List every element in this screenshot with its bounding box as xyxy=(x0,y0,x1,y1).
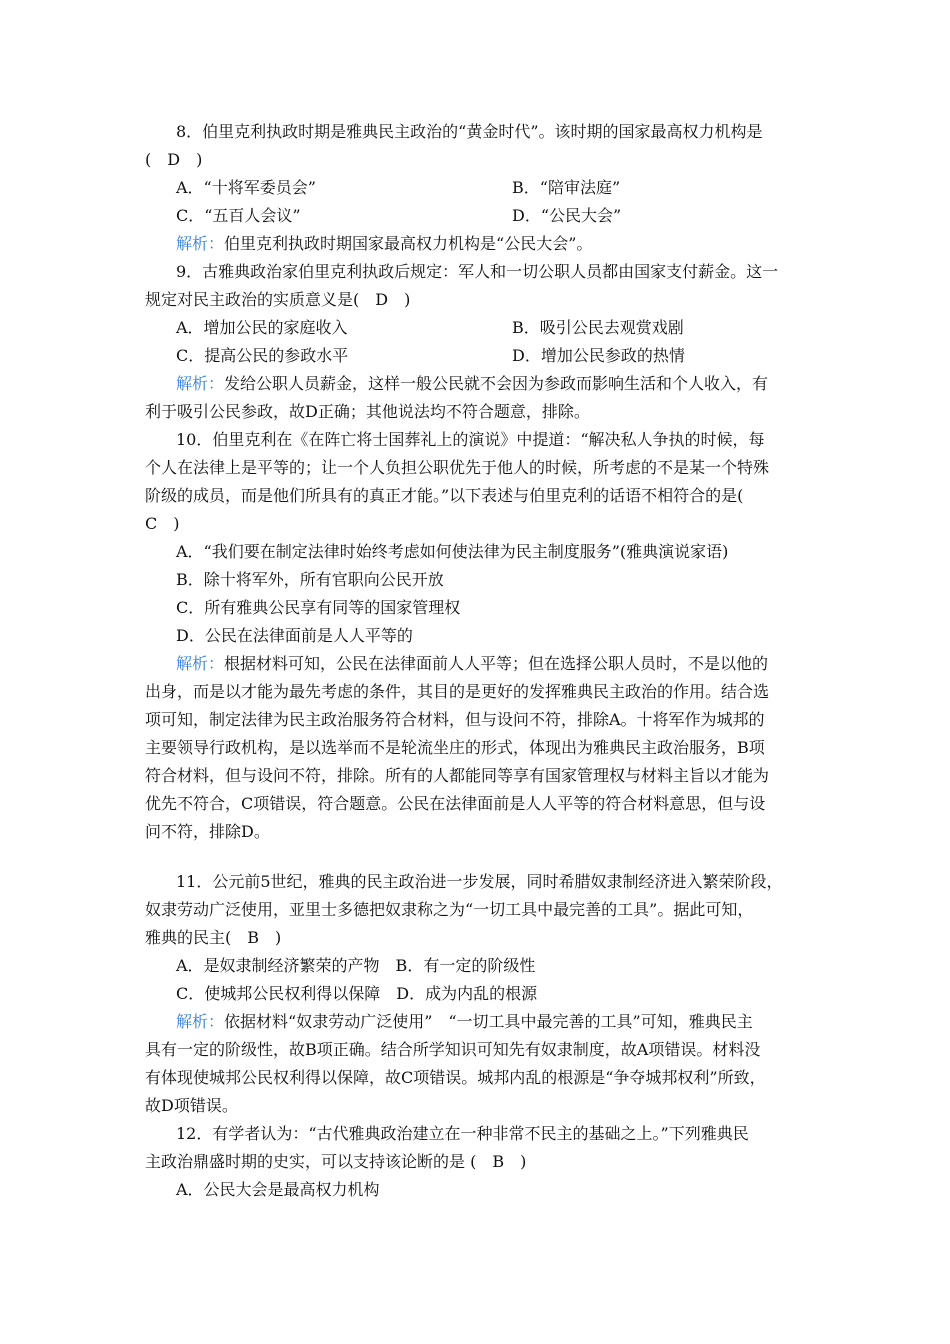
q10-option-b: B．除十将军外，所有官职向公民开放 xyxy=(176,570,444,589)
q9-option-a: A．增加公民的家庭收入 xyxy=(176,318,348,337)
q8-option-b: B．“陪审法庭” xyxy=(512,178,621,197)
q11-options-line-1: A．是奴隶制经济繁荣的产物 B．有一定的阶级性 xyxy=(176,956,536,975)
q9-option-c: C．提高公民的参政水平 xyxy=(176,346,349,365)
q11-analysis-line-4: 故D项错误。 xyxy=(145,1096,238,1115)
q11-options-line-2: C．使城邦公民权利得以保障 D．成为内乱的根源 xyxy=(176,984,538,1003)
q10-analysis-line-6: 优先不符合，C项错误，符合题意。公民在法律面前是人人平等的符合材料意思，但与设 xyxy=(145,794,766,813)
analysis-label: 解析： xyxy=(176,234,225,253)
q10-analysis-line-7: 问不符，排除D。 xyxy=(145,822,270,841)
q9-option-d: D．增加公民参政的热情 xyxy=(512,346,685,365)
q11-analysis-line-1 xyxy=(176,1012,753,1032)
analysis-label: 解析： xyxy=(176,1012,225,1031)
q10-analysis-line-1 xyxy=(176,654,768,674)
q10-analysis-line-2: 出身，而是以才能为最先考虑的条件，其目的是更好的发挥雅典民主政治的作用。结合选 xyxy=(145,682,770,701)
q8-stem-line-1: 8．伯里克利执政时期是雅典民主政治的“黄金时代”。该时期的国家最高权力机构是 xyxy=(176,122,763,141)
q8-analysis xyxy=(176,234,592,254)
q9-stem-line-2: 规定对民主政治的实质意义是( D ) xyxy=(145,290,411,309)
q10-stem-line-3: 阶级的成员，而是他们所具有的真正才能。”以下表述与伯里克利的话语不相符合的是( xyxy=(145,486,744,505)
q11-analysis-text: 依据材料“奴隶劳动广泛使用” “一切工具中最完善的工具”可知，雅典民主 xyxy=(224,1012,753,1031)
q8-option-c: C．“五百人会议” xyxy=(176,206,301,225)
q9-stem-line-1: 9．古雅典政治家伯里克利执政后规定：军人和一切公职人员都由国家支付薪金。这一 xyxy=(176,262,779,281)
q8-option-d: D．“公民大会” xyxy=(512,206,622,225)
q9-option-b: B．吸引公民去观赏戏剧 xyxy=(512,318,684,337)
q8-analysis-text: 伯里克利执政时期国家最高权力机构是“公民大会”。 xyxy=(224,234,593,253)
q10-stem-line-1: 10．伯里克利在《在阵亡将士国葬礼上的演说》中提道：“解决私人争执的时候，每 xyxy=(176,430,765,449)
q11-stem-line-2: 奴隶劳动广泛使用，亚里士多德把奴隶称之为“一切工具中最完善的工具”。据此可知， xyxy=(145,900,754,919)
q10-option-c: C．所有雅典公民享有同等的国家管理权 xyxy=(176,598,461,617)
analysis-label: 解析： xyxy=(176,374,225,393)
q9-analysis-text: 发给公职人员薪金，这样一般公民就不会因为参政而影响生活和个人收入，有 xyxy=(224,374,769,393)
q8-option-a: A．“十将军委员会” xyxy=(176,178,316,197)
q9-analysis-line-1 xyxy=(176,374,768,394)
q10-option-a: A．“我们要在制定法律时始终考虑如何使法律为民主制度服务”(雅典演说家语) xyxy=(176,542,729,561)
q11-stem-line-1: 11．公元前5世纪，雅典的民主政治进一步发展，同时希腊奴隶制经济进入繁荣阶段， xyxy=(176,872,783,891)
q12-stem-line-2: 主政治鼎盛时期的史实，可以支持该论断的是 ( B ) xyxy=(145,1152,527,1171)
q10-stem-line-4: C ) xyxy=(145,514,180,533)
q11-analysis-line-3: 有体现使城邦公民权利得以保障，故C项错误。城邦内乱的根源是“争夺城邦权利”所致， xyxy=(145,1068,766,1087)
q12-option-a: A．公民大会是最高权力机构 xyxy=(176,1180,380,1199)
q12-stem-line-1: 12．有学者认为：“古代雅典政治建立在一种非常不民主的基础之上。”下列雅典民 xyxy=(176,1124,749,1143)
q10-analysis-text: 根据材料可知，公民在法律面前人人平等；但在选择公职人员时，不是以他的 xyxy=(224,654,769,673)
q10-analysis-line-4: 主要领导行政机构，是以选举而不是轮流坐庄的形式，体现出为雅典民主政治服务，B项 xyxy=(145,738,765,757)
q10-analysis-line-3: 项可知，制定法律为民主政治服务符合材料，但与设问不符，排除A。十将军作为城邦的 xyxy=(145,710,765,729)
q11-analysis-line-2: 具有一定的阶级性，故B项正确。结合所学知识可知先有奴隶制度，故A项错误。材料没 xyxy=(145,1040,761,1059)
q11-stem-line-3: 雅典的民主( B ) xyxy=(145,928,282,947)
q10-analysis-line-5: 符合材料，但与设问不符，排除。所有的人都能同等享有国家管理权与材料主旨以才能为 xyxy=(145,766,770,785)
q10-option-d: D．公民在法律面前是人人平等的 xyxy=(176,626,413,645)
analysis-label: 解析： xyxy=(176,654,225,673)
q10-stem-line-2: 个人在法律上是平等的；让一个人负担公职优先于他人的时候，所考虑的不是某一个特殊 xyxy=(145,458,770,477)
q8-stem-line-2: ( D ) xyxy=(145,150,203,169)
q9-analysis-line-2: 利于吸引公民参政，故D正确；其他说法均不符合题意，排除。 xyxy=(145,402,590,421)
